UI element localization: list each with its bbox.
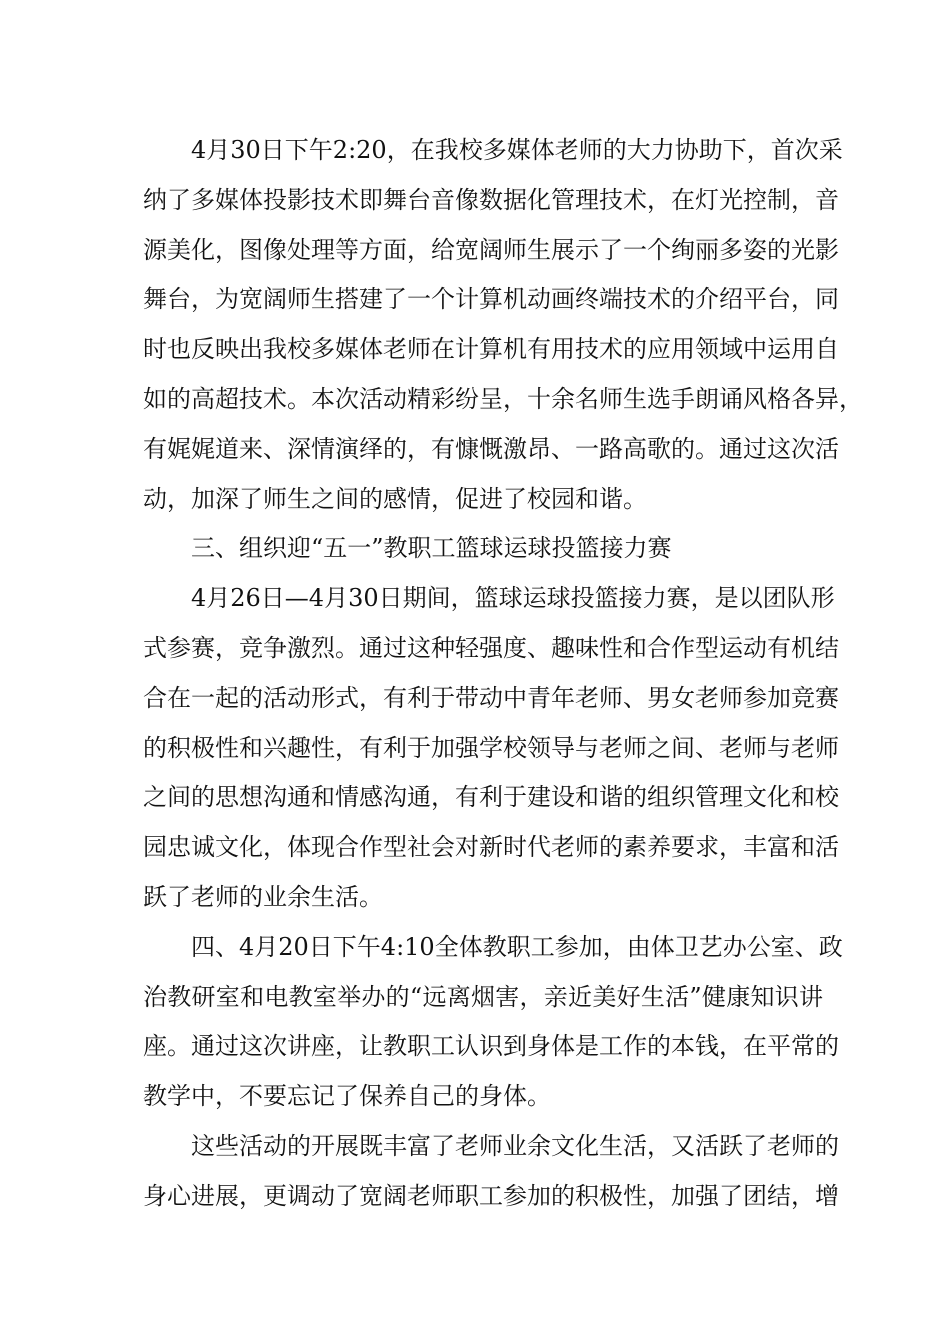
paragraph-line: 身心进展，更调动了宽阔老师职工参加的积极性，加强了团结，增 — [143, 1181, 839, 1210]
paragraph-line: 教学中，不要忘记了保养自己的身体。 — [143, 1082, 551, 1111]
section-heading: 三、组织迎“五一”教职工篮球运球投篮接力赛 — [191, 534, 672, 563]
paragraph-line: 源美化，图像处理等方面，给宽阔师生展示了一个绚丽多姿的光影 — [143, 235, 839, 264]
paragraph-line: 如的高超技术。本次活动精彩纷呈，十余名师生选手朗诵风格各异， — [143, 384, 863, 413]
document-body — [143, 126, 863, 1222]
paragraph-line: 时也反映出我校多媒体老师在计算机有用技术的应用领域中运用自 — [143, 335, 839, 364]
paragraph-line: 这些活动的开展既丰富了老师业余文化生活，又活跃了老师的 — [191, 1131, 839, 1160]
paragraph-line: 四、4月20日下午4:10全体教职工参加，由体卫艺办公室、政 — [191, 932, 843, 961]
paragraph-line: 有娓娓道来、深情演绎的，有慷慨激昂、一路高歌的。通过这次活 — [143, 434, 839, 463]
paragraph-line: 的积极性和兴趣性，有利于加强学校领导与老师之间、老师与老师 — [143, 733, 839, 762]
paragraph-line: 4月26日—4月30日期间，篮球运球投篮接力赛，是以团队形 — [191, 584, 835, 613]
paragraph-line: 园忠诚文化，体现合作型社会对新时代老师的素养要求，丰富和活 — [143, 833, 839, 862]
paragraph-line: 合在一起的活动形式，有利于带动中青年老师、男女老师参加竞赛 — [143, 683, 839, 712]
paragraph-line: 舞台，为宽阔师生搭建了一个计算机动画终端技术的介绍平台，同 — [143, 285, 839, 314]
paragraph-line: 跃了老师的业余生活。 — [143, 882, 383, 911]
paragraph-line: 座。通过这次讲座，让教职工认识到身体是工作的本钱，在平常的 — [143, 1032, 839, 1061]
paragraph-line: 式参赛，竞争激烈。通过这种轻强度、趣味性和合作型运动有机结 — [143, 633, 839, 662]
paragraph-line: 动，加深了师生之间的感情，促进了校园和谐。 — [143, 484, 647, 513]
paragraph-line: 纳了多媒体投影技术即舞台音像数据化管理技术，在灯光控制，音 — [143, 185, 839, 214]
paragraph-line: 4月30日下午2:20，在我校多媒体老师的大力协助下，首次采 — [191, 136, 843, 164]
paragraph-line: 之间的思想沟通和情感沟通，有利于建设和谐的组织管理文化和校 — [143, 783, 839, 812]
paragraph-line: 治教研室和电教室举办的“远离烟害，亲近美好生活”健康知识讲 — [143, 982, 823, 1011]
